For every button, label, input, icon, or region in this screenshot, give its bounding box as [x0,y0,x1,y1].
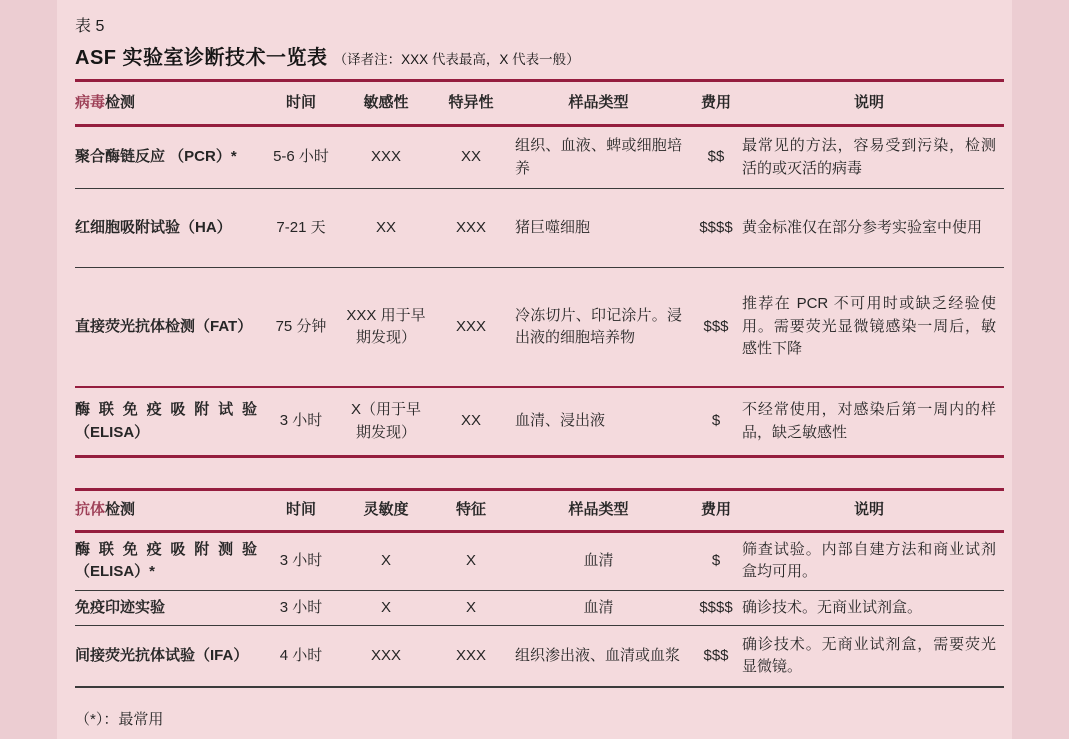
header-time: 时间 [285,93,316,111]
cell-method-name: 间接荧光抗体试验（IFA） [75,646,249,664]
cell-cost: $$$ [703,317,729,335]
header-antibody-detection [75,491,265,530]
table-number-label: 表 5 [75,18,105,35]
cell-characteristic: X [465,551,476,569]
cell-sensitivity: X [380,598,391,616]
cell-specificity: XX [460,412,481,430]
virus-table-header-row [75,82,1004,127]
cell-sample-type: 组织、血液、蜱或细胞培养 [515,137,682,177]
header-category-accent: 抗体 [75,501,106,518]
table-gap [75,458,1004,488]
page-title [75,41,1004,70]
header-cost: 费用 [700,501,731,518]
cell-characteristic: X [465,598,476,616]
cell-cost: $ [711,551,721,569]
cell-method-name: 免疫印迹实验 [75,598,166,616]
cell-method-name: 酶联免疫吸附试验（ELISA） [75,401,257,441]
cell-description: 筛查试验。内部自建方法和商业试剂盒均可用。 [742,540,996,580]
document-panel [57,0,1012,739]
cell-method-name: 红细胞吸附试验（HA） [75,218,232,236]
table-row-fat [75,268,1004,388]
cell-method-name: 聚合酶链反应 （PCR）* [75,148,237,166]
cell-time: 3 小时 [279,551,323,569]
header-category-rest: 检测 [105,501,136,518]
cell-description: 黄金标准仅在部分参考实验室中使用 [742,218,983,236]
header-description: 说明 [853,501,884,518]
header-sensitivity: 灵敏度 [363,501,409,518]
title-translator-note: （译者注：XXX 代表最高，X 代表一般） [333,52,580,67]
footnote: （*）：最常用 [75,711,164,728]
cell-time: 4 小时 [279,646,323,664]
cell-cost: $ [711,412,721,430]
cell-description: 不经常使用，对感染后第一周内的样品，缺乏敏感性 [742,401,996,441]
cell-description: 确诊技术。无商业试剂盒，需要荧光显微镜。 [742,635,996,675]
cell-sensitivity: XX [375,218,396,236]
cell-time: 7-21 天 [276,218,326,236]
header-characteristic: 特征 [455,501,486,518]
cell-time: 75 分钟 [275,317,327,335]
table-row-elisa-antigen [75,388,1004,458]
cell-time: 3 小时 [279,598,323,616]
table-row-elisa-antibody [75,533,1004,591]
header-virus-detection [75,84,265,123]
cell-cost: $$$$ [699,598,733,616]
cell-sensitivity: X [380,551,391,569]
header-category-rest: 检测 [105,93,136,111]
cell-description: 最常见的方法，容易受到污染，检测活的或灭活的病毒 [742,137,996,177]
antibody-table-header-row [75,488,1004,533]
cell-method-name: 酶联免疫吸附测验（ELISA）* [75,540,257,580]
table-row-ifa [75,626,1004,688]
cell-method-name: 直接荧光抗体检测（FAT） [75,317,253,335]
cell-time: 3 小时 [279,412,323,430]
header-sample-type: 样品类型 [568,93,629,111]
cell-description: 推荐在 PCR 不可用时或缺乏经验使用。需要荧光显微镜感染一周后，敏感性下降 [742,295,996,358]
cell-sensitivity: XXX 用于早期发现） [346,306,426,346]
cell-sensitivity: XXX [370,148,401,166]
cell-sample-type: 猪巨噬细胞 [515,218,591,236]
table-row-ha [75,189,1004,268]
header-category-accent: 病毒 [75,93,106,111]
table-row-immunoblot [75,591,1004,627]
header-sample-type: 样品类型 [568,501,629,518]
header-specificity: 特异性 [448,93,494,111]
cell-cost: $$ [707,148,725,166]
cell-sample-type: 组织渗出液、血清或血浆 [515,646,681,664]
cell-sensitivity: X（用于早期发现） [350,401,421,441]
cell-specificity: XXX [455,317,486,335]
header-description: 说明 [853,93,884,111]
cell-specificity: XX [460,148,481,166]
cell-characteristic: XXX [455,646,486,664]
cell-sample-type: 血清 [583,598,614,616]
cell-time: 5-6 小时 [273,148,329,166]
virus-detection-table [75,82,1004,458]
cell-specificity: XXX [455,218,486,236]
cell-sensitivity: XXX [370,646,401,664]
title-text: ASF 实验室诊断技术一览表 [75,47,328,69]
cell-sample-type: 冷冻切片、印记涂片。浸出液的细胞培养物 [515,306,682,346]
header-cost: 费用 [700,93,731,111]
header-time: 时间 [285,501,316,518]
cell-description: 确诊技术。无商业试剂盒。 [742,598,923,616]
header-sensitivity: 敏感性 [363,93,409,111]
cell-cost: $$$$ [699,218,733,236]
cell-cost: $$$ [703,646,729,664]
cell-sample-type: 血清 [583,551,614,569]
antibody-detection-table [75,488,1004,688]
cell-sample-type: 血清、浸出液 [515,412,606,430]
table-row-pcr [75,127,1004,189]
